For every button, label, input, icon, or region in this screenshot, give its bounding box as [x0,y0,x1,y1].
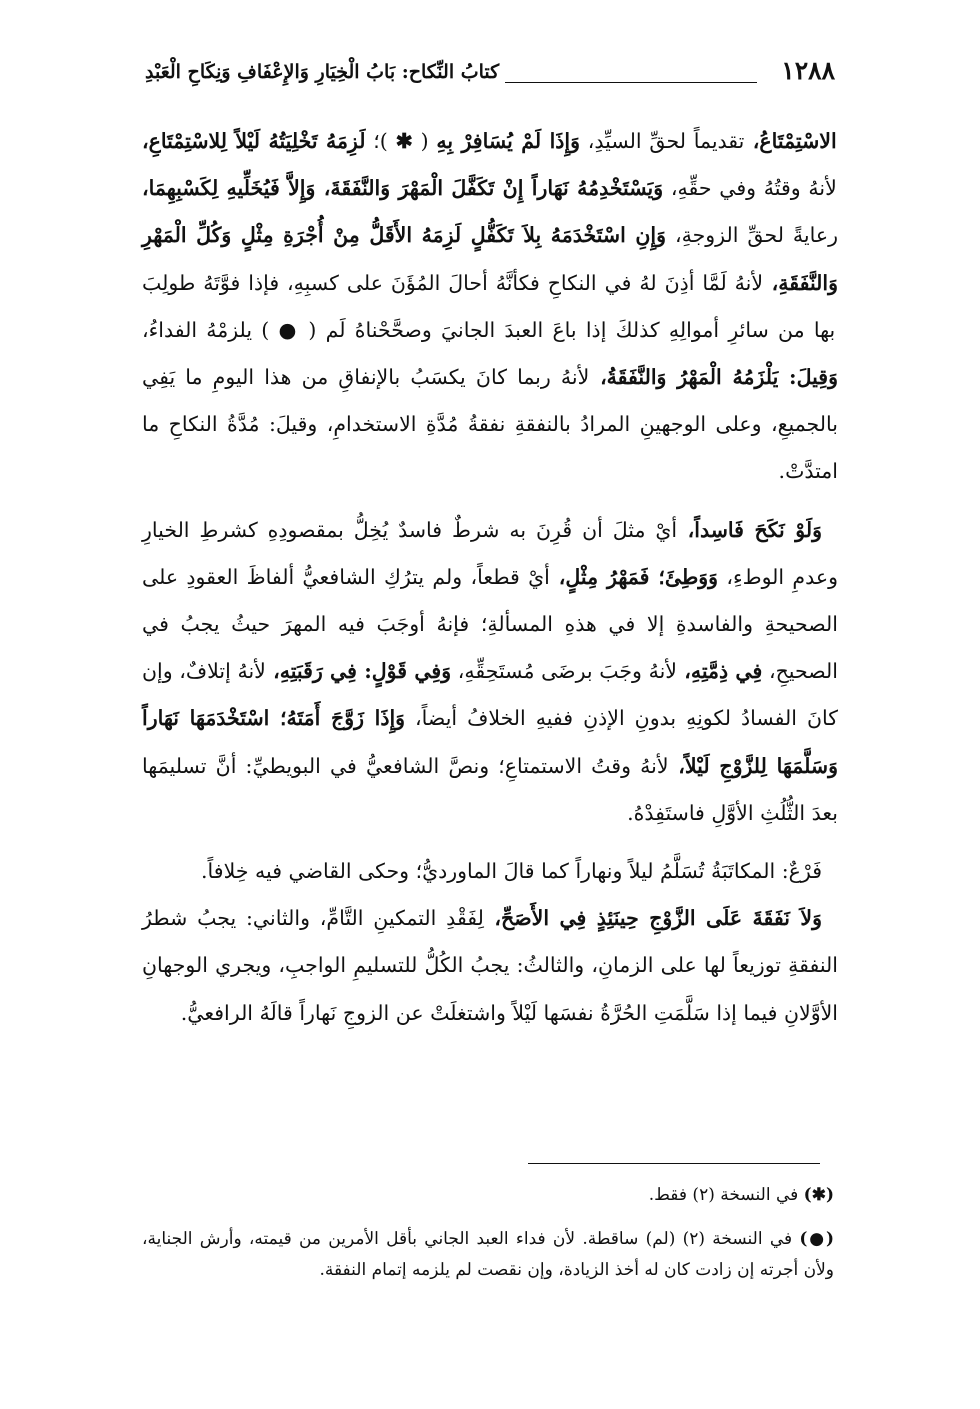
text-segment: لأنهُ لَمَّا أذِنَ لهُ في النكاحِ فكأنَّهُ أحالَ المُؤَنَ على كسبِهِ، فإذا فوَّتَهُ طولِبَ بها من سائرِ أموالِهِ كذلكَ إذا باعَ العبدَ الجانيَ وصحَّحْناهُ [142,270,836,342]
text-segment: لِفَقْدِ التمكينِ التَّامِّ، والثاني: يجبُ شطرُ النفقةِ توزيعاً لها على الزمانِ، والثالثُ: يجبُ الكُلُّ للتسليمِ الواجبِ، ويجري الوجهانِ الأوَّلانِ فيما إذا سَلَّمَتِ الحُرَّةُ نفسَها لَيْلاً واشتغلَتْ عن الزوجِ نَهاراً قالَهُ الرافعيُّ. [142,906,838,1025]
text-segment: ( [420,129,429,153]
page-number: ١٢٨٨ [781,56,835,85]
main-text [142,118,838,1037]
text-segment: لأنهُ ربما كانَ يكسَبُ بالإنفاقِ من هذا اليومِ ما يَفِي بالجميعِ، وعلى الوجهينِ المرادُ بالنفقةِ نفقةُ مُدَّةِ الاستخدامِ، وقيلَ: مُدَّةُ النكاحِ ما امتدَّتْ. [142,365,838,484]
footnote-marker: (●) [799,1229,835,1249]
text-segment: لأنهُ وقتُهُ وفي حقِّهِ، [663,176,837,201]
footnote [142,1224,834,1286]
running-title: كتابُ النِّكاح: بَابُ الْخِيَارِ وَالإِعْفَافِ وَنِكَاحِ الْعَبْدِ [145,61,500,83]
header-rule [505,82,757,83]
running-header [145,52,835,92]
paragraph [142,118,838,496]
text-segment: فَرْعٌ: المكاتَبَةُ تُسَلَّمُ ليلاً ونهاراً كما قالَ الماورديُّ؛ وحكى القاضي فيه خِلافاً. [201,859,822,884]
text-segment: وَلاَ نَفَقَةَ عَلَى الزَّوْجِ حِينَئِذٍ فِي الأَصَحِّ، [483,906,823,931]
text-segment: وَفِي قَوْلٍ: فِي رَقَبَتِهِ، [265,659,452,684]
paragraph [142,895,838,1037]
text-segment: )؛ [365,129,388,153]
text-segment: الاسْتِمْتَاعُ، [744,129,837,153]
text-segment: أيْ مثلَ أن قُرِنَ به شرطٌ فاسدٌ يُخِلُّ بمقصودِهِ كشرطِ الخيارِ وعدمِ الوطءِ، [142,517,839,589]
paragraph [142,848,838,895]
text-segment: فِي ذِمَّتِهِ، [676,659,763,684]
text-segment: وَلَوْ نَكَحَ فَاسِداً، [677,517,822,542]
text-segment: لَم [325,317,346,342]
text-segment: أيْ قطعاً، ولم يترُكِ الشافعيُّ ألفاظَ العقودِ على الصحيحةِ والفاسدةِ إلا في هذهِ المسألةِ؛ فإنهُ أوجَبَ فيه المهرَ حيثُ يجبُ في الصحيحِ، [142,564,838,684]
text-segment: لأنهُ وقتُ الاستمتاعِ؛ ونصَّ الشافعيُّ في البويطيِّ: أنَّ تسليمَها بعدَ الثُّلُثِ الأوَّلِ فاستَفِدْهُ. [142,753,838,825]
footnote-text: في النسخة (٢) فقط. [648,1185,804,1205]
text-segment: وَوَطِئَ؛ فَمَهْرُ مِثْلٍ، [549,564,719,589]
text-segment: رعايةً لحقِّ الزوجةِ، [666,223,838,248]
text-segment: لَزِمَهُ تَخْلِيَتُهُ لَيْلاً لِلاسْتِمْتَاعِ، [142,129,366,153]
footnote-ref-asterisk: ✱ [395,129,413,153]
text-segment: وَإِذَا لَمْ يُسَافِرْ بِهِ [436,129,580,153]
footnotes [142,1180,834,1286]
footnote [142,1180,834,1211]
footnote-ref-dot: ● [278,317,300,342]
text-segment: وَقِيلَ: يَلْزَمُهُ الْمَهْرُ وَالنَّفَقَةُ، [589,365,839,390]
text-segment: لأنهُ إتلافٌ، وإن كانَ الفسادُ لكونِهِ بدونِ الإذنِ ففيهِ الخلافُ أيضاً، [142,659,838,731]
text-segment: تقديماً لحقِّ السيِّدِ، [580,129,745,153]
footnote-rule [528,1163,820,1164]
text-segment: ( [308,317,317,342]
text-segment: لأنهُ وجَبَ برضَى مُستَحِقِّهِ، [451,659,677,684]
text-segment: وَإِذَا زَوَّجَ أَمَتَهُ؛ اسْتَخْدَمَهَا نَهَاراً وَسَلَّمَهَا لِلزَّوْجِ لَيْلاً، [142,706,839,778]
paragraph [142,507,838,837]
footnote-text: في النسخة (٢) (لم) ساقطة. لأن فداء العبد الجاني بأقل الأمرين من قيمته، وأرش الجناية، ولأن أجرته إن زادت كان له أخذ الزيادة، وإن نقصت لم يلزمه إتمام النفقة. [142,1229,834,1280]
text-segment: وَيَسْتَخْدِمُهُ نَهَاراً إِنْ تَكَفَّلَ الْمَهْرَ وَالنَّفَقَةَ، وَإِلاَّ فَيُخَلِّيهِ لِكَسْبِهِمَا، [142,176,664,201]
footnote-marker: (✱) [803,1185,834,1205]
text-segment: ) يلزمْهُ الفداءُ، [142,317,270,342]
text-segment: وَإِنِ اسْتَخْدَمَهُ بِلاَ تَكَفُّلٍ لَزِمَهُ الأَقَلُّ مِنْ أُجْرَةِ مِثْلٍ وَكُلِّ الْمَهْرِ وَالنَّفَقَةِ، [142,223,838,295]
